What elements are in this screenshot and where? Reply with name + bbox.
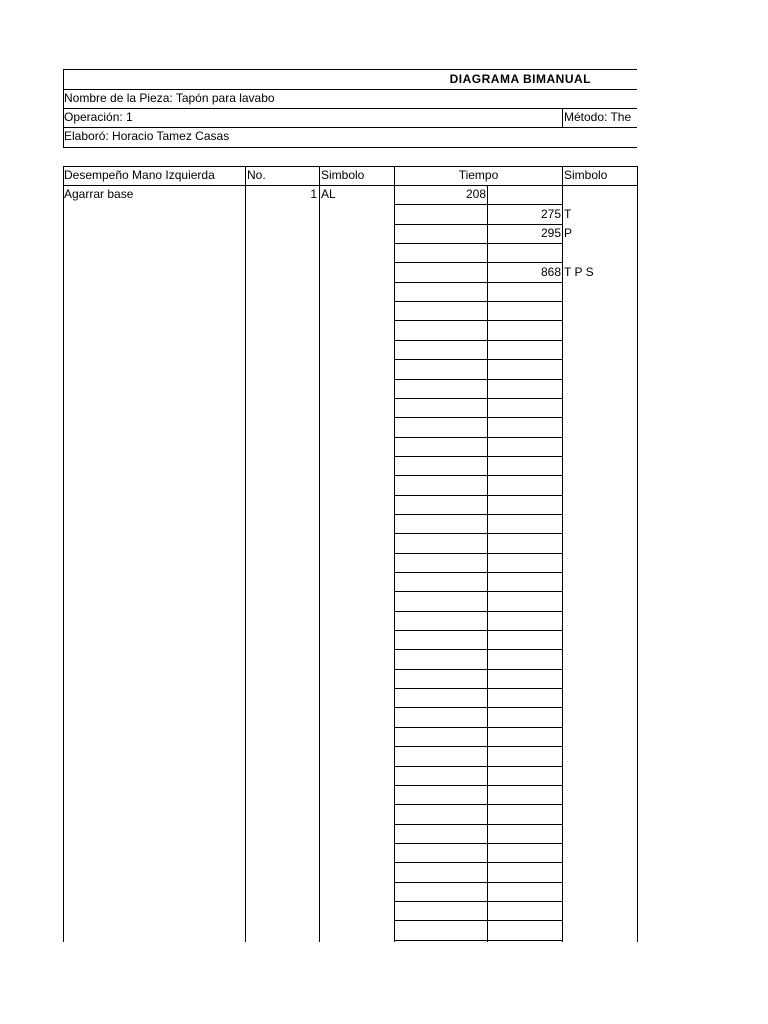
col-header-time: Tiempo — [458, 168, 499, 182]
time-row-border — [394, 553, 563, 554]
symbol-right-cell: P — [564, 226, 573, 240]
time-row-border — [394, 649, 563, 650]
document-title: DIAGRAMA BIMANUAL — [449, 72, 591, 86]
time-row-border — [394, 746, 563, 747]
no-cell: 1 — [310, 187, 317, 201]
time-row-border — [394, 204, 563, 205]
col-header-no: No. — [247, 168, 266, 182]
time-row-border — [394, 669, 563, 670]
method-cell-border — [562, 108, 563, 128]
time-row-border — [394, 417, 563, 418]
left-task-cell: Agarrar base — [64, 187, 134, 201]
time-row-border — [394, 514, 563, 515]
time-row-border — [394, 262, 563, 263]
time-row-border — [394, 785, 563, 786]
time-row-border — [394, 727, 563, 728]
time-row-border — [394, 882, 563, 883]
time-row-border — [394, 475, 563, 476]
time-row-border — [394, 862, 563, 863]
time-row-border — [394, 766, 563, 767]
time-row-border — [394, 320, 563, 321]
time-row-border — [394, 804, 563, 805]
time-row-border — [394, 379, 563, 380]
time-row-border — [394, 901, 563, 902]
time-row-border — [394, 340, 563, 341]
time-row-border — [394, 920, 563, 921]
symbol-right-cell: T P S — [564, 265, 594, 279]
time-split-border — [487, 185, 488, 942]
time-row-border — [394, 243, 563, 244]
column-border — [63, 166, 64, 942]
time-row-border — [394, 301, 563, 302]
time-row-border — [394, 282, 563, 283]
time-row-border — [394, 940, 563, 941]
time-row-border — [394, 611, 563, 612]
piece-name: Nombre de la Pieza: Tapón para lavabo — [64, 91, 275, 105]
time-row-border — [394, 533, 563, 534]
time-row-border — [394, 824, 563, 825]
column-border — [319, 166, 320, 942]
time-row-border — [394, 359, 563, 360]
time-row-border — [394, 630, 563, 631]
column-border — [637, 166, 638, 942]
time-row-border — [394, 707, 563, 708]
time-row-border — [394, 572, 563, 573]
operation-label: Operación: 1 — [64, 110, 133, 124]
col-header-symbol-right: Simbolo — [564, 168, 608, 182]
time-right-cell: 275 — [540, 207, 561, 221]
time-row-border — [394, 591, 563, 592]
method-label: Método: The — [564, 110, 632, 124]
author-label: Elaboró: Horacio Tamez Casas — [64, 129, 230, 143]
col-header-left-task: Desempeño Mano Izquierda — [64, 168, 215, 182]
time-left-cell: 208 — [465, 187, 486, 201]
time-row-border — [394, 398, 563, 399]
time-row-border — [394, 843, 563, 844]
header-bottom-border — [63, 147, 637, 148]
time-row-border — [394, 437, 563, 438]
column-border — [245, 166, 246, 942]
time-row-border — [394, 224, 563, 225]
time-row-border — [394, 495, 563, 496]
symbol-left-cell: AL — [321, 187, 336, 201]
time-right-cell: 868 — [540, 265, 561, 279]
time-right-cell: 295 — [540, 226, 561, 240]
col-header-symbol-left: Simbolo — [321, 168, 365, 182]
time-row-border — [394, 456, 563, 457]
time-row-border — [394, 688, 563, 689]
symbol-right-cell: T — [564, 207, 572, 221]
